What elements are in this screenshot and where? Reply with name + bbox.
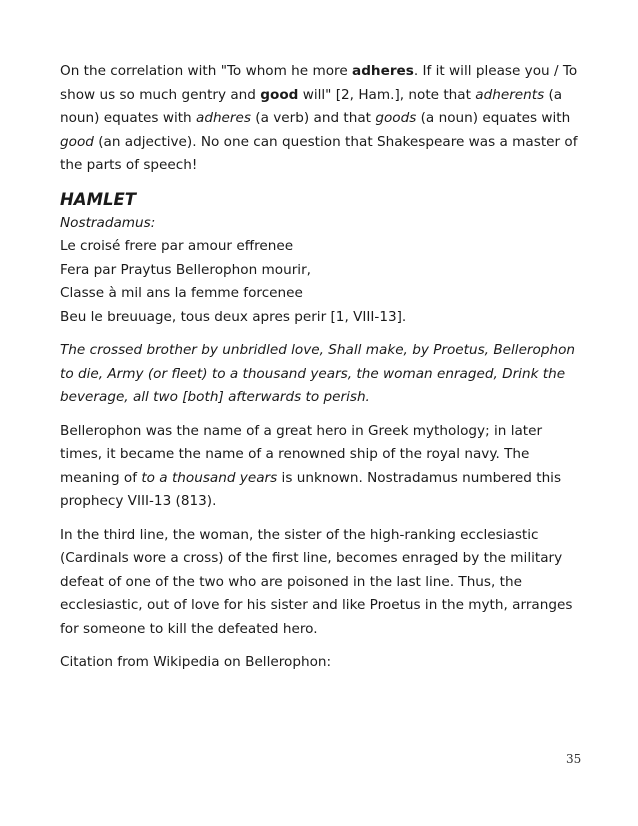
para1-text: (a noun) equates with bbox=[60, 86, 563, 126]
para1-text: On the correlation with "To whom he more bbox=[60, 63, 353, 79]
verse-source: Nostradamus: bbox=[60, 214, 156, 231]
para1-text: . If it will please you / To show us so much gentry and bbox=[60, 63, 578, 103]
nostradamus-quatrain bbox=[60, 212, 580, 330]
translation-paragraph: The crossed brother by unbridled love, Shall make, by Proetus, Bellerophon to die, Army (or fleet) to a thousand years, the woman enraged, Drink the beverage, all two [both] afterwards to perish. bbox=[60, 342, 576, 405]
para1-text: (a noun) equates with bbox=[416, 110, 571, 126]
italic-thousand-years: to a thousand years bbox=[141, 469, 278, 486]
page-body bbox=[60, 60, 580, 685]
paragraph-citation-intro: Citation from Wikipedia on Bellerophon: bbox=[60, 654, 332, 670]
para2-text: is unknown. Nostradamus numbered this prophecy VIII-13 (813). bbox=[60, 469, 562, 509]
para1-text: (an adjective). No one can question that Shakespeare was a master of the parts of speech! bbox=[60, 133, 578, 173]
paragraph-interpretation: In the third line, the woman, the sister of the high-ranking ecclesiastic (Cardinals wore a cross) of the first line, becomes enraged by the military defeat of one of the two who are poisoned in the last line. Thus, the ecclesiastic, out of love for his sister and like Proetus in the myth, arranges for someone to kill the defeated hero. bbox=[60, 526, 573, 637]
italic-adherents: adherents bbox=[475, 86, 545, 103]
bold-good: good bbox=[260, 86, 299, 103]
verse-line: Classe à mil ans la femme forcenee bbox=[60, 285, 303, 301]
para1-text: will" [2, Ham.], note that bbox=[298, 86, 476, 103]
page-number: 35 bbox=[566, 752, 582, 766]
bold-adheres: adheres bbox=[352, 63, 414, 79]
verse-line: Beu le breuuage, tous deux apres perir [1, VIII-13]. bbox=[60, 308, 407, 325]
section-heading: HAMLET bbox=[60, 189, 137, 209]
italic-goods: goods bbox=[375, 110, 417, 126]
paragraph-word-correlation bbox=[60, 60, 580, 178]
italic-good: good bbox=[60, 133, 94, 150]
verse-line: Fera par Praytus Bellerophon mourir, bbox=[60, 261, 311, 278]
para2-text: Bellerophon was the name of a great hero in Greek mythology; in later times, it became the name of a renowned ship of the royal navy. The meaning of bbox=[60, 422, 543, 486]
italic-adheres: adheres bbox=[195, 110, 251, 126]
paragraph-bellerophon bbox=[60, 420, 580, 514]
verse-line: Le croisé frere par amour effrenee bbox=[60, 238, 294, 254]
para1-text: (a verb) and that bbox=[250, 110, 376, 126]
